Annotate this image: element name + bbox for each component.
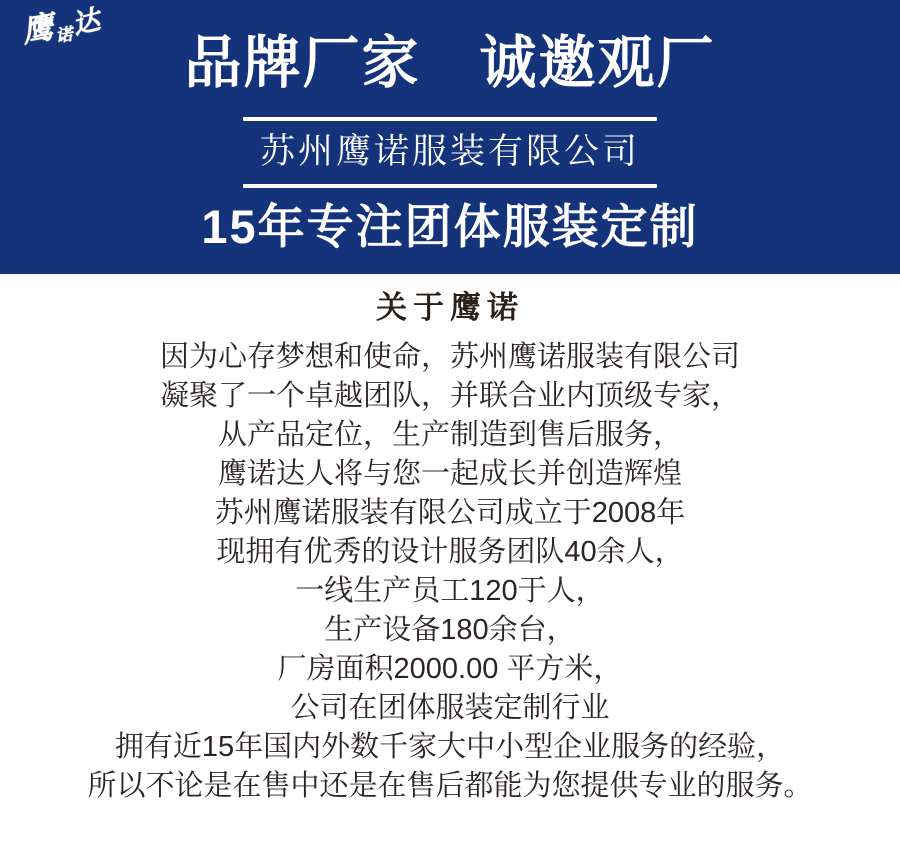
about-line: 现拥有优秀的设计服务团队40余人， bbox=[216, 536, 684, 568]
about-line: 所以不论是在售中还是在售后都能为您提供专业的服务。 bbox=[87, 770, 813, 802]
banner-subtitle: 15年专注团体服装定制 bbox=[201, 200, 699, 253]
header-banner bbox=[0, 0, 900, 274]
about-section bbox=[0, 274, 900, 806]
divider-top bbox=[243, 117, 657, 121]
about-line: 因为心存梦想和使命，苏州鹰诺服装有限公司 bbox=[159, 341, 740, 373]
about-line: 鹰诺达人将与您一起成长并创造辉煌 bbox=[217, 458, 682, 490]
about-line: 拥有近15年国内外数千家大中小型企业服务的经验， bbox=[114, 731, 786, 763]
about-line: 从产品定位，生产制造到售后服务， bbox=[217, 419, 682, 451]
logo-char-ying: 鹰 bbox=[19, 9, 56, 50]
about-line: 公司在团体服装定制行业 bbox=[290, 692, 610, 724]
about-line: 苏州鹰诺服装有限公司成立于2008年 bbox=[214, 497, 686, 529]
company-name: 苏州鹰诺服装有限公司 bbox=[259, 132, 640, 171]
divider-bottom bbox=[243, 184, 657, 188]
about-line: 凝聚了一个卓越团队，并联合业内顶级专家， bbox=[159, 380, 740, 412]
about-line: 厂房面积2000.00 平方米， bbox=[277, 653, 623, 685]
banner-title: 品牌厂家 诚邀观厂 bbox=[184, 31, 716, 95]
brand-logo bbox=[19, 4, 103, 50]
about-line: 生产设备180余台， bbox=[324, 614, 576, 646]
logo-char-da: 达 bbox=[69, 4, 103, 41]
about-line: 一线生产员工120于人， bbox=[295, 575, 605, 607]
logo-char-nuo: 诺 bbox=[54, 24, 74, 46]
about-heading: 关于鹰诺 bbox=[376, 290, 524, 325]
